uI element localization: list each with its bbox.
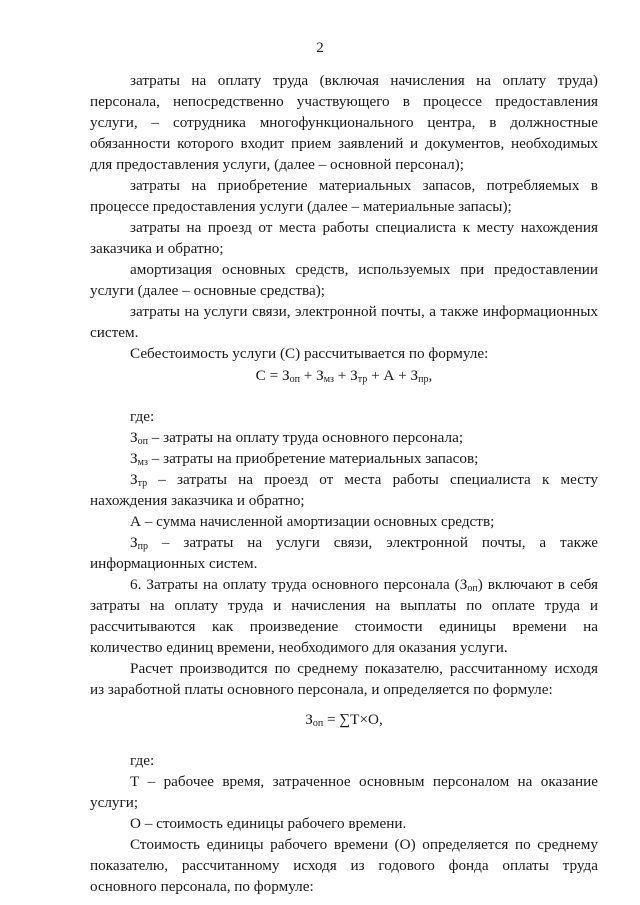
formula-sub-mz: мз bbox=[323, 374, 334, 385]
formula-sub-op: оп bbox=[289, 374, 300, 385]
text-line: затраты на приобретение материальных запасов, потребляемых в bbox=[130, 177, 598, 194]
formula-end: , bbox=[428, 367, 433, 384]
def-zmz-symbol: З bbox=[130, 450, 138, 467]
text-line: услуги (далее – основные средства); bbox=[90, 282, 326, 299]
para-6-sub: оп bbox=[467, 583, 478, 594]
para-6-first-line bbox=[130, 575, 598, 595]
formula-labor bbox=[90, 710, 598, 730]
text-line: где: bbox=[130, 752, 155, 769]
text-line: из заработной платы основного персонала, и определяется по формуле: bbox=[90, 681, 553, 698]
def-zpr-text: – затраты на услуги связи, электронной почты, а также bbox=[147, 534, 598, 551]
text-line: Себестоимость услуги (С) рассчитывается по формуле: bbox=[130, 345, 489, 362]
def-zmz-text: – затраты на приобретение материальных запасов; bbox=[147, 450, 479, 467]
formula-plus-3: + А + З bbox=[367, 367, 419, 384]
text-line: систем. bbox=[90, 324, 139, 341]
formula-plus-1: + З bbox=[299, 367, 324, 384]
text-line: О – стоимость единицы рабочего времени. bbox=[130, 815, 407, 832]
def-zop-sub: оп bbox=[137, 436, 148, 447]
def-zop-symbol: З bbox=[130, 429, 138, 446]
def-ztr-symbol: З bbox=[130, 471, 138, 488]
def-ztr-text: – затраты на проезд от места работы специалиста к месту bbox=[147, 471, 598, 488]
text-line: затраты на оплату труда (включая начисления на оплату труда) bbox=[130, 72, 598, 89]
text-line: услуги; bbox=[90, 794, 139, 811]
text-line: показателю, рассчитанному исходя из годового фонда оплаты труда bbox=[90, 857, 598, 874]
def-ztr-sub: тр bbox=[137, 478, 148, 489]
text-line: для предоставления услуги, (далее – основной персонал); bbox=[90, 156, 464, 173]
text-line: персонала, непосредственно участвующего в процессе предоставления bbox=[90, 93, 598, 110]
text-line: услуги, – сотрудника многофункционального центра, в должностные bbox=[90, 114, 598, 131]
text-line: затраты на услуги связи, электронной почты, а также информационных bbox=[130, 303, 598, 320]
formula-labor-lhs: З bbox=[305, 711, 313, 728]
text-line: основного персонала, по формуле: bbox=[90, 878, 314, 895]
text-line: Т – рабочее время, затраченное основным персоналом на оказание bbox=[130, 773, 598, 790]
para-6-start: 6. Затраты на оплату труда основного персонала (З bbox=[130, 576, 468, 593]
formula-labor-sub: оп bbox=[312, 718, 324, 729]
formula-plus-2: + З bbox=[333, 367, 358, 384]
formula-sub-pr: пр bbox=[418, 374, 429, 385]
text-line: затраты на оплату труда и начисления на выплаты по оплате труда и bbox=[90, 597, 598, 614]
text-line: Расчет производится по среднему показателю, рассчитанному исходя bbox=[130, 660, 598, 677]
text-line: обязанности которого входит прием заявлений и документов, необходимых bbox=[90, 135, 598, 152]
def-zmz-sub: мз bbox=[137, 457, 148, 468]
formula-labor-rhs: = ∑Т×О, bbox=[323, 711, 383, 728]
text-line: информационных систем. bbox=[90, 555, 258, 572]
text-line: нахождения заказчика и обратно; bbox=[90, 492, 305, 509]
def-zpr-symbol: З bbox=[130, 534, 138, 551]
text-line: где: bbox=[130, 408, 155, 425]
formula-sub-tr: тр bbox=[357, 374, 368, 385]
text-line: заказчика и обратно; bbox=[90, 240, 224, 257]
text-line: А – сумма начисленной амортизации основных средств; bbox=[130, 513, 495, 530]
def-zop bbox=[130, 428, 598, 448]
text-line: процессе предоставления услуги (далее – материальные запасы); bbox=[90, 198, 512, 215]
page-number: 2 bbox=[316, 40, 324, 56]
formula-cost bbox=[90, 366, 598, 386]
formula-cost-lhs: С = З bbox=[255, 367, 290, 384]
text-line: количество единиц времени, необходимого для оказания услуги. bbox=[90, 639, 508, 656]
para-6-end: ) включают в себя bbox=[477, 576, 598, 593]
def-zop-text: – затраты на оплату труда основного персонала; bbox=[147, 429, 464, 446]
text-line: затраты на проезд от места работы специалиста к месту нахождения bbox=[130, 219, 598, 236]
text-line: Стоимость единицы рабочего времени (О) определяется по среднему bbox=[130, 836, 598, 853]
def-zmz bbox=[130, 449, 598, 469]
def-ztr bbox=[130, 470, 598, 490]
text-line: амортизация основных средств, используемых при предоставлении bbox=[130, 261, 598, 278]
text-line: рассчитываются как произведение стоимости единицы времени на bbox=[90, 618, 598, 635]
def-zpr bbox=[130, 533, 598, 553]
def-zpr-sub: пр bbox=[137, 541, 148, 552]
